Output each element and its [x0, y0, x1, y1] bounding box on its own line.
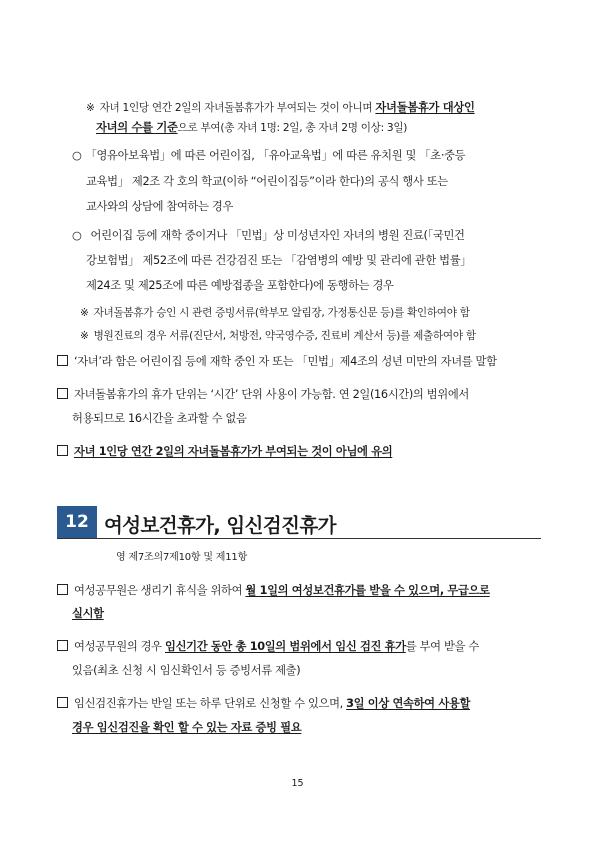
- reference-mark-icon: ※: [80, 330, 89, 342]
- note-text: 병원진료의 경우 서류(진단서, 처방전, 약국영수증, 진료비 계산서 등)를 제출하여야 함: [93, 330, 476, 342]
- section-divider: [57, 538, 541, 539]
- bullet-text: 자녀돌봄휴가의 휴가 단위는 ‘시간’ 단위 사용이 가능함. 연 2일(16시간)의 범위에서: [74, 388, 469, 401]
- bullet-health-leave-cont: [72, 608, 104, 619]
- note-total-children: [86, 102, 475, 114]
- bullet-text: 임신검진휴가는 반일 또는 하루 단위로 신청할 수 있으며,: [74, 697, 347, 710]
- section-legal-reference: 영 제7조의7제10항 및 제11항: [116, 552, 248, 563]
- section-title: 여성보건휴가, 임신검진휴가: [104, 514, 336, 537]
- bullet-emphasis: 임신기간 동안 총 10일의 범위에서 임신 검진 휴가: [165, 640, 406, 653]
- circle-bullet-icon: ○: [72, 229, 82, 242]
- bullet-text: 여성공무원은 생리기 휴식을 위하여: [74, 584, 246, 597]
- reference-mark-icon: ※: [80, 307, 89, 319]
- note-text: 자녀 1인당 연간 2일의 자녀돌봄휴가가 부여되는 것이 아니며: [99, 102, 376, 114]
- bullet-emphasis: 경우 임신검진을 확인 할 수 있는 자료 증빙 필요: [72, 721, 302, 734]
- bullet-emphasis: 자녀 1인당 연간 2일의 자녀돌봄휴가가 부여되는 것이 아님에 유의: [74, 445, 393, 458]
- note-total-children-cont: [96, 122, 407, 134]
- note-emphasis: 자녀돌봄휴가 대상인: [375, 101, 475, 114]
- item-text: 「영유아보육법」에 따른 어린이집, 「유아교육법」에 따른 유치원 및 「초·중등: [85, 149, 466, 162]
- item-text: 어린이집 등에 재학 중이거나 「민법」상 미성년자인 자녀의 병원 진료(「국민건: [90, 229, 465, 242]
- note-text: 으로 부여(총 자녀 1명: 2일, 총 자녀 2명 이상: 3일): [177, 122, 408, 134]
- item-text: 강보험법」 제52조에 따른 건강검진 또는 「감염병의 예방 및 관리에 관한 법률」: [86, 254, 472, 267]
- page-number: 15: [291, 778, 304, 789]
- item-text: 제24조 및 제25조에 따른 예방접종을 포함한다)에 동행하는 경우: [86, 279, 394, 292]
- note-text: 자녀돌봄휴가 승인 시 관련 증빙서류(학부모 알림장, 가정통신문 등)를 확인하여야 함: [93, 307, 470, 319]
- bullet-text: 있음(최초 신청 시 임신확인서 등 증빙서류 제출): [72, 664, 301, 677]
- square-bullet-icon: [57, 388, 68, 399]
- bullet-pregnancy-leave: [57, 640, 479, 652]
- circle-bullet-icon: ○: [72, 149, 82, 162]
- section-number-badge: 12: [57, 506, 97, 538]
- item-hospital-visit: [72, 230, 465, 241]
- bullet-emphasis: 3일 이상 연속하여 사용할: [346, 697, 471, 710]
- bullet-pregnancy-unit-cont: [72, 722, 301, 733]
- item-school-events: [72, 150, 465, 161]
- square-bullet-icon: [57, 445, 68, 456]
- bullet-text: ‘자녀’라 함은 어린이집 등에 재학 중인 자 또는 「민법」제4조의 성년 미만의 자녀를 말함: [74, 355, 497, 368]
- square-bullet-icon: [57, 640, 68, 651]
- bullet-emphasis: 월 1일의 여성보건휴가를 받을 수 있으며, 무급으로: [245, 584, 490, 597]
- square-bullet-icon: [57, 584, 68, 595]
- note-emphasis: 자녀의 수를 기준: [96, 121, 178, 134]
- bullet-text: 를 부여 받을 수: [405, 640, 479, 653]
- bullet-child-definition: [57, 355, 497, 367]
- bullet-emphasis: 실시함: [72, 607, 104, 620]
- bullet-hour-unit: [57, 388, 469, 400]
- square-bullet-icon: [57, 355, 68, 366]
- bullet-caution: [57, 445, 392, 457]
- bullet-text: 여성공무원의 경우: [74, 640, 165, 653]
- item-text: 교사와의 상담에 참여하는 경우: [86, 200, 234, 213]
- bullet-text: 허용되므로 16시간을 초과할 수 없음: [72, 412, 247, 425]
- item-text: 교육법」 제2조 각 호의 학교(이하 “어린이집등”이라 한다)의 공식 행사 또는: [86, 175, 448, 188]
- reference-mark-icon: ※: [86, 102, 95, 114]
- square-bullet-icon: [57, 697, 68, 708]
- bullet-pregnancy-unit: [57, 697, 470, 709]
- note-approval-docs: [80, 308, 470, 319]
- bullet-health-leave: [57, 584, 490, 596]
- note-hospital-docs: [80, 331, 476, 342]
